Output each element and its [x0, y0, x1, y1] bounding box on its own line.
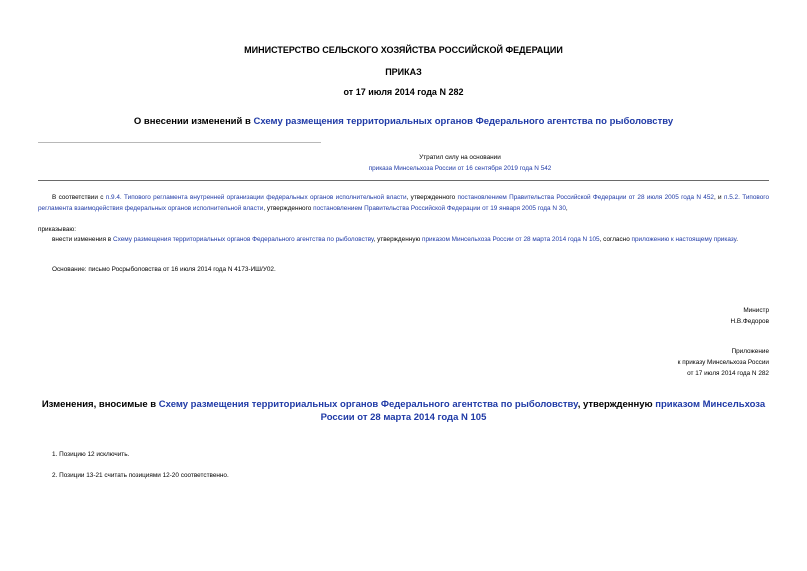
regulation-9-4-link[interactable]: п.9.4. Типового регламента внутренней организации федеральных органов исполнительной власти [105, 194, 407, 201]
status-line: Утратил силу на основании [419, 154, 501, 161]
scheme-link-2[interactable]: Схему размещения территориальных органов Федерального агентства по рыболовству [112, 236, 374, 243]
appendix-order-105-link[interactable]: приказом Минсельхоза России от 28 марта 2014 года N 105 [320, 399, 766, 423]
appendix-link[interactable]: приложению к настоящему приказу [631, 236, 737, 243]
p1-text-c: , и [713, 194, 724, 201]
preamble-paragraph [38, 192, 769, 214]
appendix-title [38, 398, 769, 424]
appendix-title-a: Изменения, вносимые в [41, 399, 159, 410]
order-paragraph [38, 234, 769, 245]
p2-text-c: , согласно [599, 236, 632, 243]
repeal-order-link[interactable]: приказа Минсельхоза России от 16 сентября 2019 года N 542 [368, 165, 552, 172]
signature-name: Н.В.Федоров [730, 318, 769, 325]
basis-text: Основание: письмо Росрыболовства от 16 июля 2014 года N 4173-ИШ/У02. [52, 266, 276, 273]
appendix-title-b: , утвержденную [577, 399, 656, 410]
appendix-label: Приложение [731, 348, 769, 355]
resolution-30-link[interactable]: постановлением Правительства Российской Федерации от 19 января 2005 года N 30 [313, 205, 566, 212]
appendix-reference [569, 346, 769, 379]
p1-text-e: , [565, 205, 568, 212]
p1-text-b: , утвержденного [406, 194, 458, 201]
p2-text-a: внести изменения в [52, 236, 113, 243]
p1-text-a: В соответствии с [52, 194, 106, 201]
appendix-scheme-link[interactable]: Схему размещения территориальных органов Федерального агентства по рыболовству [158, 399, 578, 410]
p1-text-d: , утвержденного [263, 205, 314, 212]
order-word: приказываю: [38, 226, 76, 233]
scheme-link[interactable]: Схему размещения территориальных органов Федерального агентства по рыболовству [253, 116, 674, 127]
status-block [260, 152, 660, 174]
doc-date-heading: от 17 июля 2014 года N 282 [343, 87, 464, 97]
p2-text-d: . [736, 236, 738, 243]
order-title-prefix: О внесении изменений в [133, 116, 254, 127]
order-105-link[interactable]: приказом Минсельхоза России от 28 марта 2014 года N 105 [422, 236, 600, 243]
p2-text-b: , утвержденную [373, 236, 423, 243]
appendix-item-2: 2. Позиции 13-21 считать позициями 12-20 соответственно. [52, 472, 229, 479]
doc-type-heading: ПРИКАЗ [385, 67, 422, 77]
appendix-ref-line1: к приказу Минсельхоза России [677, 359, 769, 366]
appendix-item-1: 1. Позицию 12 исключить. [52, 451, 130, 458]
appendix-ref-line2: от 17 июля 2014 года N 282 [687, 370, 769, 377]
signature-block [569, 305, 769, 327]
ministry-heading: МИНИСТЕРСТВО СЕЛЬСКОГО ХОЗЯЙСТВА РОССИЙСКОЙ ФЕДЕРАЦИИ [244, 45, 563, 55]
resolution-452-link[interactable]: постановлением Правительства Российской Федерации от 28 июля 2005 года N 452 [457, 194, 714, 201]
order-title [0, 116, 807, 127]
divider-short [38, 142, 321, 143]
signature-position: Министр [743, 307, 769, 314]
regulation-5-2-link[interactable]: п.5.2. Типового регламента взаимодействия федеральных органов исполнительной власти [38, 194, 770, 212]
divider-long [38, 180, 769, 181]
